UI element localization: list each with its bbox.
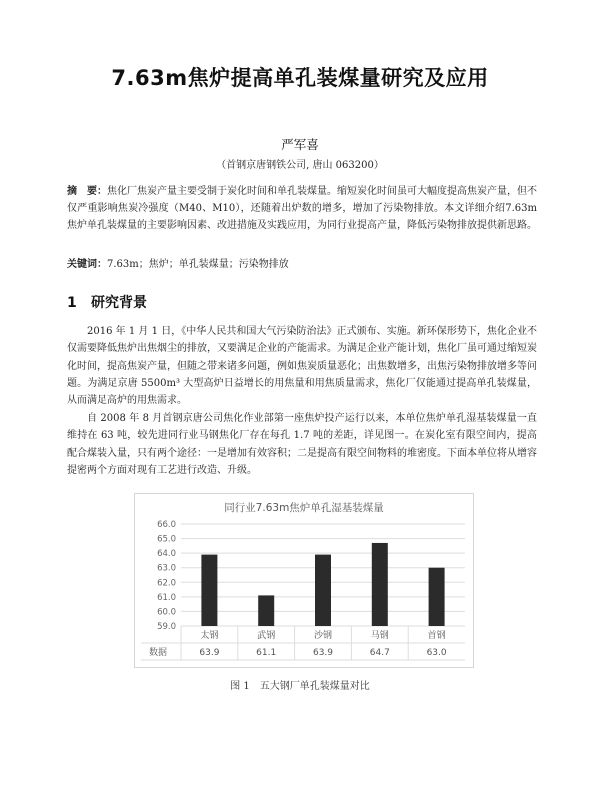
y-tick-label: 64.0 (157, 549, 176, 560)
y-tick-label: 61.0 (157, 592, 176, 603)
x-category-label: 马钢 (370, 631, 389, 641)
x-category-label: 太钢 (200, 631, 219, 641)
keywords-label: 关键词： (67, 259, 107, 270)
y-tick-label: 62.0 (157, 578, 176, 589)
y-tick-label: 63.0 (157, 563, 176, 574)
section-heading (67, 292, 147, 312)
bar-1 (201, 555, 217, 626)
section-number: 1 (67, 295, 77, 311)
keywords (67, 256, 537, 273)
y-tick-label: 59.0 (157, 622, 176, 632)
paragraph-1: 2016 年 1 月 1 日，《中华人民共和国大气污染防治法》正式颁布、实施。新环保形势下，焦化企业不仅需要降低焦炉出焦烟尘的排放，又要满足企业的产能需求。为满足企业产能计划，焦化厂虽可通过缩短炭化时间，提高焦炭产量，但随之带来诸多问题，例如焦炭质量恶化；出焦数增多，出焦污染物排放增多等问题。为满足京唐 5500m³ 大型高炉日益增长的用焦量和用焦质量需求，焦化厂仅能通过提高单孔装煤量，从而满足高炉的用焦需求。 (67, 326, 537, 407)
paragraph-2: 自 2008 年 8 月首钢京唐公司焦化作业部第一座焦炉投产运行以来，本单位焦炉单孔湿基装煤量一直维持在 63 吨，较先进同行业马钢焦化厂存在每孔 1.7 吨的差距，详见图一。在炭化室有限空间内，提高配合煤装入量，只有两个途径：一是增加有效容积；二是提高有限空间物料的堆密度。下面本单位将从增容提密两个方面对现有工艺进行改造、升级。 (67, 413, 537, 476)
figure-1-chart (134, 493, 474, 668)
x-category-label: 武钢 (257, 631, 276, 641)
y-tick-label: 60.0 (157, 607, 176, 618)
bar-5 (429, 568, 445, 626)
keywords-text: 7.63m；焦炉；单孔装煤量；污染物排放 (107, 259, 289, 270)
paper-title: 7.63m焦炉提高单孔装煤量研究及应用 (111, 66, 489, 90)
affiliation: （首钢京唐钢铁公司, 唐山 063200） (216, 160, 384, 171)
bar-4 (372, 543, 388, 626)
abstract-label: 摘 要： (67, 186, 107, 197)
bar-3 (315, 555, 331, 626)
x-category-label: 首钢 (427, 631, 446, 641)
abstract-text: 焦化厂焦炭产量主要受制于炭化时间和单孔装煤量。缩短炭化时间虽可大幅度提高焦炭产量，但不仅严重影响焦炭冷强度（M40、M10），还随着出炉数的增多，增加了污染物排放。本文详细介绍7.63m焦炉单孔装煤量的主要影响因素、改进措施及实践应用，为同行业提高产量，降低污染物排放提供新思路。 (67, 186, 537, 231)
data-value-label: 63.0 (426, 648, 447, 658)
x-category-label: 沙钢 (313, 631, 333, 641)
bar-2 (258, 595, 274, 626)
data-value-label: 63.9 (199, 648, 220, 658)
y-tick-label: 65.0 (157, 534, 176, 545)
figure-caption: 图 1 五大钢厂单孔装煤量对比 (230, 681, 370, 692)
author-name: 严军喜 (281, 137, 319, 152)
data-value-label: 64.7 (369, 648, 390, 658)
bar-chart (135, 494, 473, 667)
section-title: 研究背景 (91, 295, 147, 311)
chart-title: 同行业7.63m焦炉单孔湿基装煤量 (224, 502, 384, 514)
data-value-label: 63.9 (312, 648, 334, 658)
data-value-label: 61.1 (256, 648, 277, 658)
y-tick-label: 66.0 (157, 520, 176, 530)
table-row-label: 数据 (149, 648, 168, 658)
abstract (67, 183, 537, 234)
